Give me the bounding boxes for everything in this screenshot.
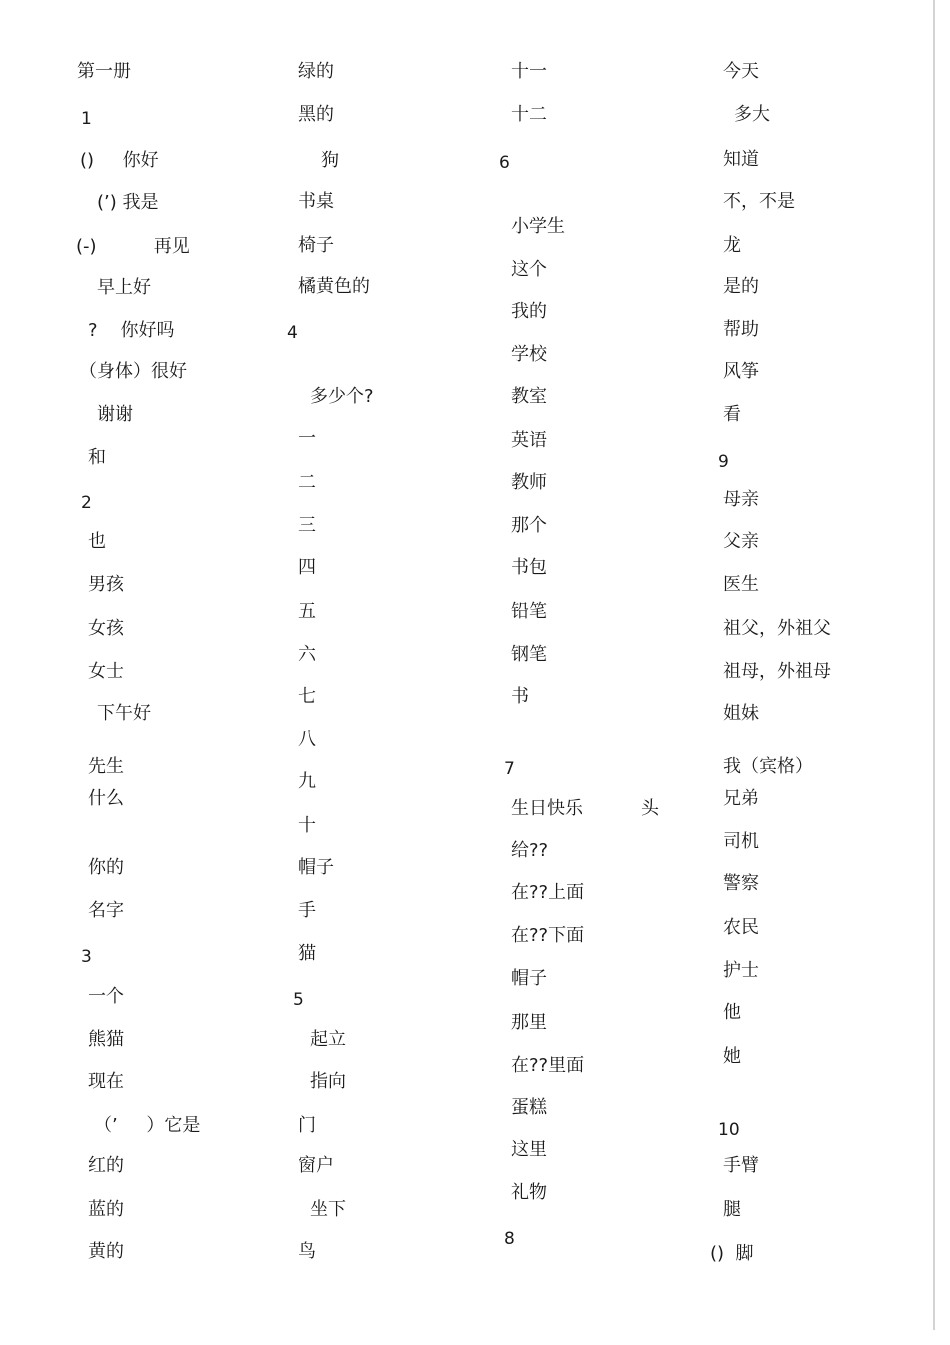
vocab-entry: 帽子 [298,857,334,878]
vocab-entry: 祖父，外祖父 [723,618,831,639]
vocab-entry: 多大 [734,104,770,125]
vocab-entry: 英语 [511,430,547,451]
vocab-entry: 女士 [88,661,124,682]
lesson-number: 1 [81,109,92,129]
vocab-entry: 学校 [511,344,547,365]
vocab-entry: 他 [723,1002,741,1023]
vocab-entry: 腿 [723,1199,741,1220]
vocab-entry: 那里 [511,1012,547,1033]
vocab-entry: 男孩 [88,574,124,595]
vocab-entry: 龙 [723,235,741,256]
lesson-number: 3 [81,947,92,967]
vocab-entry: 十 [298,815,316,836]
vocab-entry: 那个 [511,515,547,536]
lesson-number: 5 [293,990,304,1010]
vocab-entry: 窗户 [298,1155,334,1176]
vocab-entry: 绿的 [298,61,334,82]
vocab-entry: 门 [298,1115,316,1136]
vocab-entry: 钢笔 [511,644,547,665]
vocab-entry: 在??下面 [511,925,585,946]
vocab-entry: 蓝的 [88,1199,124,1220]
vocab-entry: 橘黄色的 [298,276,370,297]
vocab-entry: 熊猫 [88,1029,124,1050]
vocab-entry: 十二 [511,104,547,125]
vocab-entry: 四 [298,557,316,578]
vocab-entry: (’) 我是 [97,192,159,213]
vocab-entry: 礼物 [511,1182,547,1203]
vocab-entry: 风筝 [723,361,759,382]
lesson-number: 10 [718,1120,740,1140]
lesson-number: 4 [287,323,298,343]
vocab-entry: 给?? [511,840,549,861]
vocab-entry: 和 [88,447,106,468]
vocab-entry: 我（宾格） [723,756,813,777]
vocab-entry: 先生 [88,756,124,777]
vocab-entry: 教室 [511,386,547,407]
vocab-entry: 祖母，外祖母 [723,661,831,682]
vocab-entry: 五 [298,601,316,622]
vocab-entry: 也 [88,531,106,552]
vocab-entry: 兄弟 [723,788,759,809]
vocab-entry: 父亲 [723,531,759,552]
vocab-entry: 书包 [511,557,547,578]
vocab-entry: 教师 [511,472,547,493]
vocab-entry: 名字 [88,900,124,921]
lesson-number: 2 [81,493,92,513]
vocab-entry: 起立 [310,1029,346,1050]
vocab-entry: 七 [298,686,316,707]
lesson-number: 9 [718,452,729,472]
vocab-entry: 医生 [723,574,759,595]
vocab-entry: 九 [298,771,316,792]
vocab-entry: 这里 [511,1139,547,1160]
vocab-entry: （’ ）它是 [94,1115,201,1136]
vocab-entry: 是的 [723,276,759,297]
page-edge-line [933,0,935,1330]
vocab-entry: 坐下 [310,1199,346,1220]
vocab-entry: 帮助 [723,319,759,340]
vocab-entry: () 脚 [710,1243,754,1264]
lesson-number: 7 [504,759,515,779]
vocab-entry: 什么 [88,788,124,809]
vocab-entry: 手 [298,900,316,921]
vocab-entry: 狗 [321,150,339,171]
vocab-entry: 铅笔 [511,601,547,622]
vocab-entry: () 你好 [80,150,159,171]
vocab-entry: 六 [298,644,316,665]
vocab-entry: 一个 [88,986,124,1007]
vocab-entry: 十一 [511,61,547,82]
vocab-entry: 指向 [310,1071,346,1092]
vocab-entry: （身体）很好 [79,361,187,382]
vocab-entry: (-) 再见 [76,236,190,257]
vocab-entry: 女孩 [88,618,124,639]
vocab-entry: 椅子 [298,235,334,256]
vocab-entry: 猫 [298,943,316,964]
vocab-entry: 看 [723,404,741,425]
vocab-entry: 她 [723,1046,741,1067]
vocab-entry: 小学生 [511,216,565,237]
vocab-entry: 多少个? [310,386,374,407]
vocab-entry: 现在 [88,1071,124,1092]
vocab-entry: 红的 [88,1155,124,1176]
vocab-entry: 警察 [723,873,759,894]
vocab-entry: 鸟 [298,1241,316,1262]
vocab-entry: 我的 [511,301,547,322]
vocab-entry: 这个 [511,259,547,280]
vocab-entry: 蛋糕 [511,1097,547,1118]
vocab-entry: ? 你好吗 [88,320,175,341]
vocab-entry: 下午好 [97,703,151,724]
vocab-entry: 护士 [723,960,759,981]
vocab-entry: 在??上面 [511,882,585,903]
vocab-entry: 早上好 [97,277,151,298]
vocab-entry: 你的 [88,857,124,878]
vocab-entry: 不，不是 [723,191,795,212]
vocab-entry: 生日快乐 [511,798,583,819]
vocab-entry: 农民 [723,917,759,938]
vocab-entry: 八 [298,729,316,750]
vocab-entry: 书 [511,686,529,707]
vocab-entry: 二 [298,472,316,493]
vocab-entry: 帽子 [511,968,547,989]
vocab-entry: 姐妹 [723,703,759,724]
lesson-number: 8 [504,1229,515,1249]
vocab-entry: 黄的 [88,1241,124,1262]
vocab-entry: 头 [641,798,659,819]
vocab-entry: 手臂 [723,1155,759,1176]
vocab-entry: 知道 [723,149,759,170]
vocab-entry: 谢谢 [97,404,133,425]
vocab-entry: 今天 [723,61,759,82]
vocab-entry: 母亲 [723,489,759,510]
vocab-entry: 一 [298,428,316,449]
vocab-entry: 在??里面 [511,1055,585,1076]
volume-heading: 第一册 [77,61,131,82]
vocab-entry: 司机 [723,831,759,852]
vocab-entry: 书桌 [298,191,334,212]
vocab-entry: 三 [298,515,316,536]
vocab-entry: 黑的 [298,104,334,125]
lesson-number: 6 [499,153,510,173]
